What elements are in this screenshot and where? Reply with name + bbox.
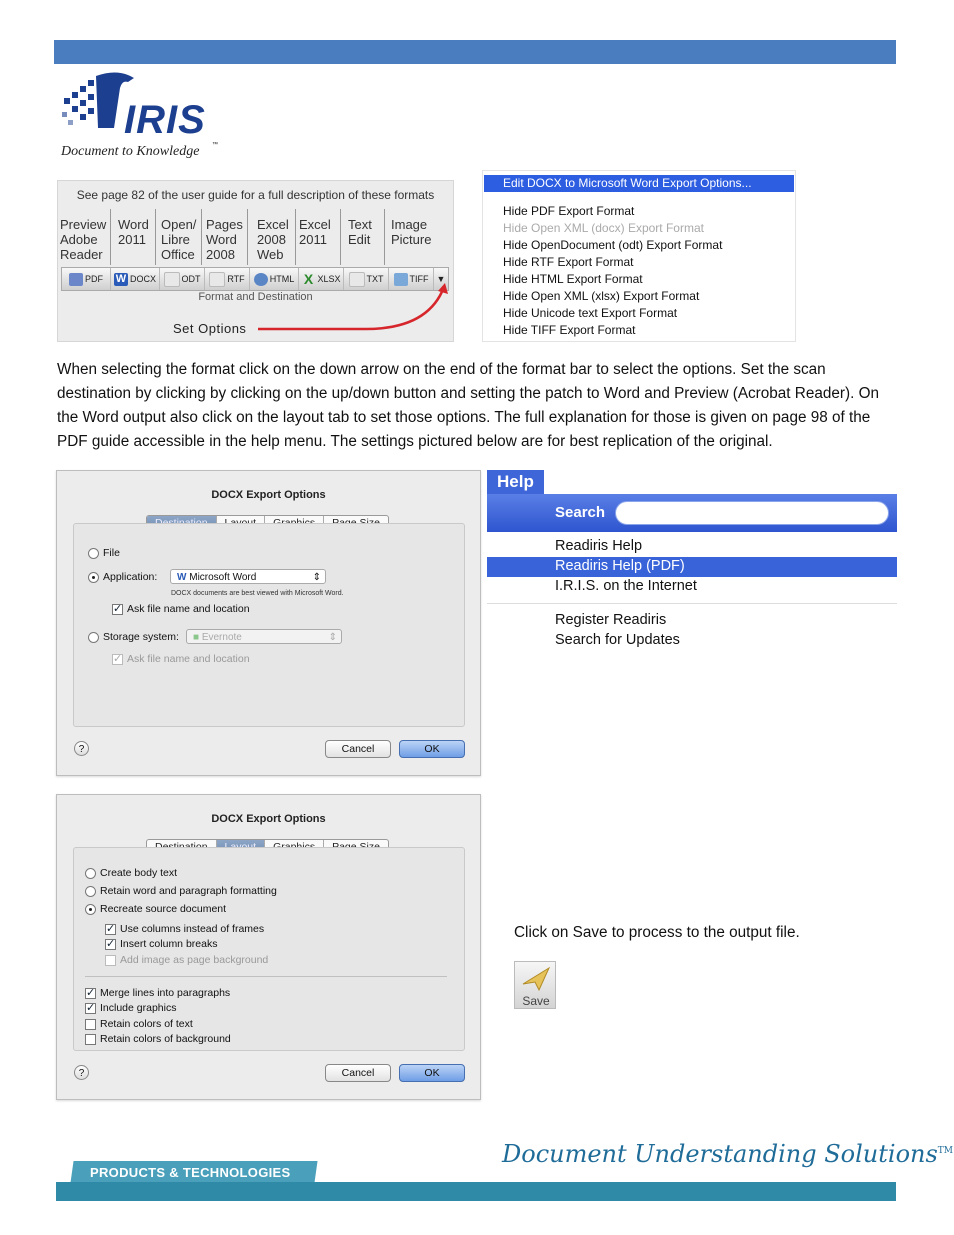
set-options-label: Set Options: [173, 321, 247, 336]
menu-item-edit-docx-options[interactable]: Edit DOCX to Microsoft Word Export Options...: [484, 175, 794, 192]
save-label: Save: [522, 994, 550, 1008]
word-icon: W: [115, 272, 127, 285]
logo-tagline: Document to Knowledge: [61, 144, 200, 159]
format-column-pages: Pages Word 2008: [206, 217, 243, 262]
red-arrow-annotation: [256, 281, 452, 337]
radio[interactable]: [85, 868, 96, 879]
include-graphics-option[interactable]: ✓ Include graphics: [86, 1001, 177, 1014]
docx-export-dialog-layout: [56, 794, 481, 1100]
menu-item-hide-odt[interactable]: Hide OpenDocument (odt) Export Format: [503, 238, 723, 252]
radio[interactable]: [85, 886, 96, 897]
format-column-openoffice: Open/ Libre Office: [161, 217, 197, 262]
footer-products-technologies: PRODUCTS & TECHNOLOGIES: [90, 1165, 291, 1180]
merge-lines-option[interactable]: ✓ Merge lines into paragraphs: [86, 986, 231, 999]
format-button-docx[interactable]: W DOCX: [111, 268, 160, 290]
help-search-label: Search: [555, 504, 606, 521]
cancel-button[interactable]: Cancel: [325, 1064, 391, 1082]
document-icon: [209, 272, 225, 287]
menu-item-hide-docx: Hide Open XML (docx) Export Format: [503, 221, 704, 235]
checkbox-checked[interactable]: ✓: [86, 1001, 96, 1014]
use-columns-option[interactable]: ✓ Use columns instead of frames: [106, 922, 265, 935]
save-instruction: Click on Save to process to the output file.: [514, 924, 800, 941]
application-note: DOCX documents are best viewed with Microsoft Word.: [171, 590, 344, 597]
ask-file-name-option[interactable]: ✓ Ask file name and location: [113, 602, 250, 615]
help-item-readiris-help[interactable]: Readiris Help: [555, 538, 643, 554]
menu-separator: [487, 603, 897, 604]
column-divider: [295, 209, 296, 265]
help-item-register[interactable]: Register Readiris: [555, 612, 667, 628]
footer-band: [56, 1182, 896, 1201]
format-column-preview: Preview Adobe Reader: [60, 217, 107, 262]
destination-panel: [73, 523, 465, 727]
updown-arrows-icon: ⇕: [328, 632, 337, 643]
checkbox-checked-disabled: ✓: [113, 652, 123, 665]
menu-item-hide-tiff[interactable]: Hide TIFF Export Format: [503, 323, 636, 337]
help-button[interactable]: ?: [74, 1065, 89, 1080]
column-divider: [155, 209, 156, 265]
menu-item-hide-html[interactable]: Hide HTML Export Format: [503, 272, 643, 286]
file-option[interactable]: File: [88, 547, 120, 559]
header-bar: [54, 40, 896, 64]
storage-select: ■ Evernote ⇕: [186, 629, 342, 644]
application-option[interactable]: Application:: [88, 571, 157, 583]
storage-system-option[interactable]: Storage system:: [88, 631, 179, 643]
dialog-title: DOCX Export Options: [211, 489, 326, 501]
column-divider: [384, 209, 385, 265]
ok-button[interactable]: OK: [399, 1064, 465, 1082]
column-divider: [247, 209, 248, 265]
checkbox-disabled: [105, 955, 116, 966]
footer-slogan: Document Understanding Solutions™: [502, 1140, 954, 1168]
instruction-paragraph: When selecting the format click on the down arrow on the end of the format bar to select the options. Set the scan destination by clicking by clicking on the up/down button and setting the patch to Word and Preview (Acrobat Reader). On the Word output also click on the layout tab to set those options. The full explanation for those is given on page 98 of the PDF guide accessible in the help menu. The settings pictured below are for best replication of the original.: [57, 361, 879, 450]
menu-item-hide-rtf[interactable]: Hide RTF Export Format: [503, 255, 634, 269]
ok-button[interactable]: OK: [399, 740, 465, 758]
dialog-title: DOCX Export Options: [211, 813, 326, 825]
docx-export-dialog-destination: [56, 470, 481, 776]
radio-selected[interactable]: [85, 904, 96, 915]
format-button-tiff[interactable]: TIFF: [389, 268, 434, 290]
add-image-background-option: Add image as page background: [105, 954, 268, 966]
format-note: See page 82 of the user guide for a full description of these formats: [76, 188, 435, 202]
logo-tm: ™: [212, 142, 218, 148]
retain-formatting-option[interactable]: Retain word and paragraph formatting: [85, 885, 277, 897]
column-divider: [110, 209, 111, 265]
menu-item-hide-pdf[interactable]: Hide PDF Export Format: [503, 204, 635, 218]
layout-panel: [73, 847, 465, 1051]
format-button-txt[interactable]: TXT: [344, 268, 389, 290]
storage-radio[interactable]: [88, 632, 99, 643]
paper-plane-icon: [515, 964, 555, 994]
divider: [85, 976, 447, 977]
create-body-text-option[interactable]: Create body text: [85, 867, 177, 879]
pdf-icon: [69, 273, 83, 286]
checkbox-checked[interactable]: ✓: [106, 937, 116, 950]
column-divider: [201, 209, 202, 265]
format-button-pdf[interactable]: PDF: [62, 268, 111, 290]
logo-wordmark: IRIS: [124, 98, 206, 142]
menu-item-hide-unicode[interactable]: Hide Unicode text Export Format: [503, 306, 678, 320]
document-icon: [164, 272, 180, 287]
checkbox[interactable]: [85, 1019, 96, 1030]
help-menu-title[interactable]: Help: [487, 470, 544, 494]
updown-arrows-icon: ⇕: [312, 572, 321, 583]
cancel-button[interactable]: Cancel: [325, 740, 391, 758]
checkbox-checked[interactable]: ✓: [113, 602, 123, 615]
format-column-word: Word 2011: [118, 217, 149, 247]
format-column-excel2011: Excel 2011: [299, 217, 331, 247]
help-item-search-updates[interactable]: Search for Updates: [555, 632, 680, 648]
format-button-odt[interactable]: ODT: [160, 268, 205, 290]
word-icon: W: [177, 572, 187, 583]
recreate-source-option[interactable]: Recreate source document: [85, 903, 226, 915]
help-item-highlight: [487, 557, 897, 577]
iris-logo: [58, 68, 228, 164]
format-column-excel2008: Excel 2008 Web: [257, 217, 289, 262]
format-options-dropdown[interactable]: ▼: [436, 274, 446, 284]
help-menu: [487, 470, 897, 655]
help-search-input[interactable]: [615, 501, 889, 525]
excel-icon: X: [303, 270, 314, 287]
format-panel: [57, 180, 454, 342]
ask-file-name-option-disabled: ✓ Ask file name and location: [113, 652, 250, 665]
save-button[interactable]: [514, 961, 556, 1009]
retain-background-colors-option[interactable]: Retain colors of background: [85, 1033, 231, 1045]
format-column-image: Image Picture: [391, 217, 432, 247]
file-radio[interactable]: [88, 548, 99, 559]
checkbox-checked[interactable]: ✓: [86, 986, 96, 999]
help-item-iris-internet[interactable]: I.R.I.S. on the Internet: [555, 578, 697, 594]
insert-column-breaks-option[interactable]: ✓ Insert column breaks: [106, 937, 218, 950]
format-button-xlsx[interactable]: X XLSX: [299, 268, 344, 290]
help-item-readiris-help-pdf[interactable]: Readiris Help (PDF): [555, 558, 685, 574]
retain-text-colors-option[interactable]: Retain colors of text: [85, 1018, 193, 1030]
format-button-html[interactable]: HTML: [250, 268, 299, 290]
evernote-icon: ■: [193, 632, 200, 643]
application-radio[interactable]: [88, 572, 99, 583]
export-options-menu: [482, 170, 796, 342]
checkbox-checked[interactable]: ✓: [106, 922, 116, 935]
format-column-textedit: Text Edit: [348, 217, 372, 247]
column-divider: [340, 209, 341, 265]
menu-item-hide-xlsx[interactable]: Hide Open XML (xlsx) Export Format: [503, 289, 700, 303]
format-button-rtf[interactable]: RTF: [205, 268, 250, 290]
format-bar-caption: Format and Destination: [198, 291, 313, 303]
help-button[interactable]: ?: [74, 741, 89, 756]
application-select[interactable]: W Microsoft Word ⇕: [170, 569, 326, 584]
checkbox[interactable]: [85, 1034, 96, 1045]
